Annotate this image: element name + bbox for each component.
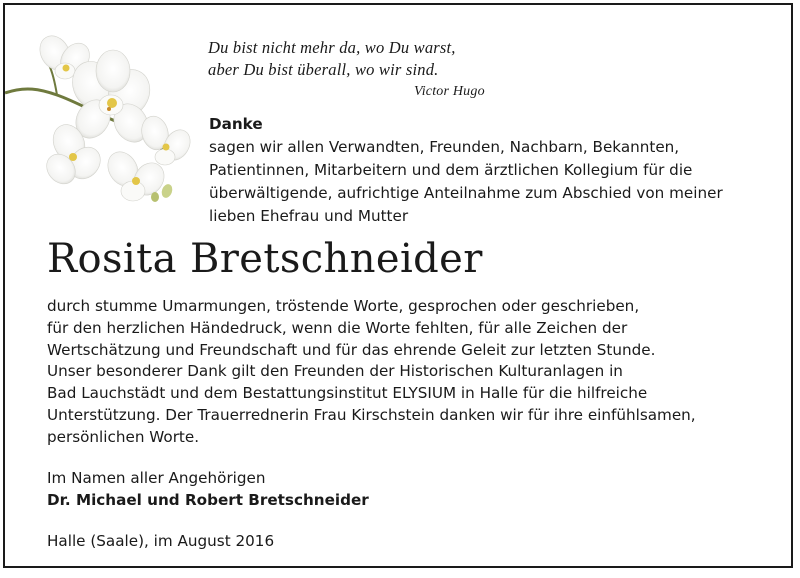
body-line: persönlichen Worte.: [47, 427, 200, 446]
quote-author: Victor Hugo: [414, 84, 485, 99]
signature: [47, 467, 369, 511]
body-line: für den herzlichen Händedruck, wenn die Worte fehlten, für alle Zeichen der: [47, 318, 628, 337]
thanks-line: überwältigende, aufrichtige Anteilnahme zum Abschied von meiner: [209, 184, 723, 202]
body-line: Wertschätzung und Freundschaft und für das ehrende Geleit zur letzten Stunde.: [47, 340, 656, 359]
thanks-heading: Danke: [209, 115, 263, 133]
thanks-body: [47, 296, 767, 449]
deceased-name: Rosita Bretschneider: [47, 236, 483, 282]
quote-line: Du bist nicht mehr da, wo Du warst,: [208, 38, 456, 57]
signature-names: Dr. Michael und Robert Bretschneider: [47, 491, 369, 509]
quote: [208, 37, 485, 99]
quote-line: aber Du bist überall, wo wir sind.: [208, 60, 439, 79]
body-line: Bad Lauchstädt und dem Bestattungsinstitut ELYSIUM in Halle für die hilfreiche: [47, 384, 648, 403]
thanks-section: [209, 113, 769, 228]
thanks-line: lieben Ehefrau und Mutter: [209, 207, 409, 225]
thanks-line: Patientinnen, Mitarbeitern und dem ärztlichen Kollegium für die: [209, 161, 693, 179]
obituary-notice: [3, 3, 793, 568]
signature-intro: Im Namen aller Angehörigen: [47, 469, 266, 487]
body-line: Unterstützung. Der Trauerrednerin Frau Kirschstein danken wir für ihre einfühlsamen,: [47, 405, 696, 424]
body-line: durch stumme Umarmungen, tröstende Worte, gesprochen oder geschrieben,: [47, 297, 640, 315]
orchid-icon: [5, 31, 200, 206]
thanks-line: sagen wir allen Verwandten, Freunden, Nachbarn, Bekannten,: [209, 138, 680, 156]
place-date: Halle (Saale), im August 2016: [47, 532, 275, 550]
body-line: Unser besonderer Dank gilt den Freunden der Historischen Kulturanlagen in: [47, 362, 623, 381]
